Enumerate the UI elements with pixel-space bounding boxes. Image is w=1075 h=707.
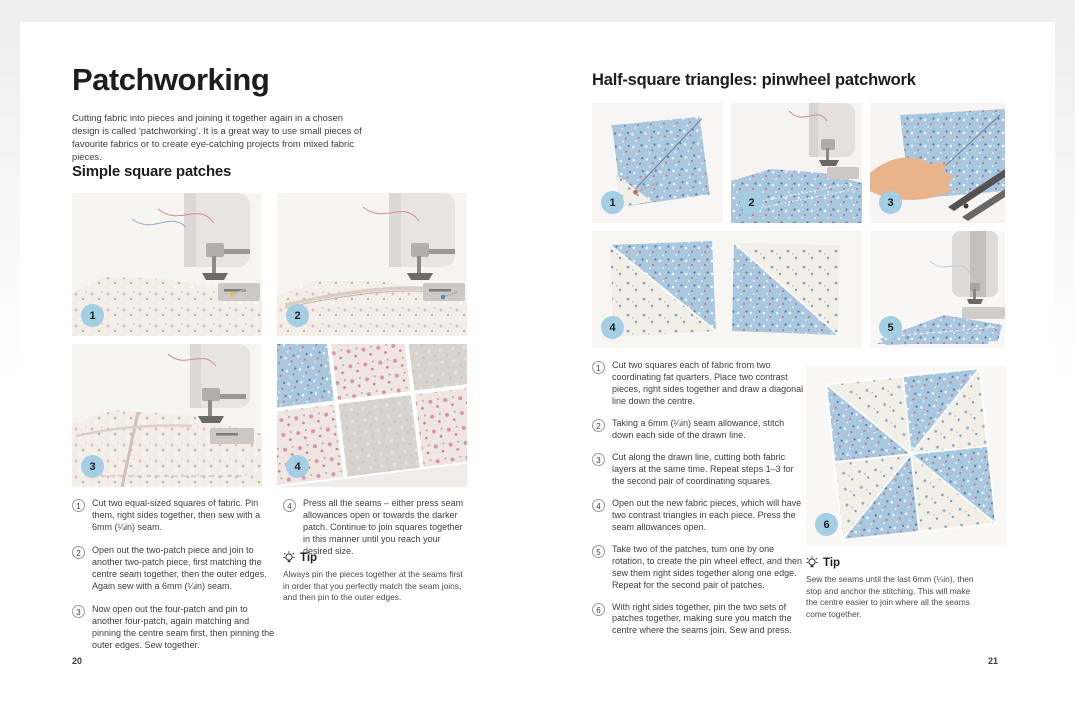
photo-step2 (731, 103, 862, 223)
steps-column-a (72, 498, 278, 652)
photo-step1 (72, 193, 262, 336)
tip-heading-label: Tip (823, 557, 841, 569)
lightbulb-icon (283, 551, 295, 565)
section-heading: Simple square patches (72, 163, 232, 180)
step-text: Cut two squares each of fabric from two coordinating fat quarters. Place two contrast pieces, right sides together and draw a diagonal line down the centre. (612, 360, 804, 406)
photo-badge-1: 1 (601, 191, 624, 214)
photo-step6 (806, 366, 1006, 545)
photo-badge-1: 1 (81, 304, 104, 327)
page-title: Patchworking (72, 62, 270, 97)
step-number: 2 (72, 546, 85, 559)
step-number: 4 (592, 499, 605, 512)
page-number-left: 20 (72, 656, 83, 666)
step-text: Take two of the patches, turn one by one rotation, to create the pin wheel effect, and then sew them right sides together along one edge. Repeat for the second pair of patches. (612, 543, 802, 590)
photo-badge-4: 4 (286, 455, 309, 478)
steps-column-b (283, 498, 469, 558)
half-square-triangles-illustration (592, 231, 862, 348)
step-text: Now open out the four-patch and pin to another four-patch, again matching and pinning the centre seam first, then pinning the outer edges. Sew together. (92, 603, 275, 650)
photo-badge-2: 2 (740, 191, 763, 214)
step-number: 3 (592, 453, 605, 466)
step-number: 5 (592, 545, 605, 558)
intro-paragraph: Cutting fabric into pieces and joining it together again in a chosen design is called ‘patchworking’. It is a great way to use small pieces of favourite fabrics or to create eye-catching projects from mixed fabric pieces. (72, 112, 362, 163)
tip-heading (283, 551, 469, 565)
photo-badge-3: 3 (879, 191, 902, 214)
step-text: Taking a 6mm (¼in) seam allowance, stitch down each side of the drawn line. (612, 417, 785, 440)
photo-badge-3: 3 (81, 455, 104, 478)
step-item-3 (72, 604, 278, 652)
steps-column (592, 360, 804, 637)
step-text: Cut along the drawn line, cutting both fabric layers at the same time. Repeat steps 1–3 for the second pair of coordinating squares. (612, 451, 794, 486)
photo-step3 (72, 344, 262, 487)
step-item-3 (592, 452, 804, 488)
step-item-1 (592, 360, 804, 408)
right-page (537, 0, 1075, 707)
step-number: 3 (72, 605, 85, 618)
step-number: 2 (592, 419, 605, 432)
photo-step5 (870, 231, 1005, 348)
page-number-right: 21 (988, 656, 999, 666)
photo-step3 (870, 103, 1005, 223)
step-text: Press all the seams – either press seam allowances open or towards the darker patch. Continue to join squares together in this manner until you reach your desired size. (303, 498, 464, 556)
step-number: 6 (592, 603, 605, 616)
step-number: 4 (283, 499, 296, 512)
step-item-4 (283, 498, 469, 558)
lightbulb-icon (806, 556, 818, 570)
step-text: Open out the two-patch piece and join to another two-patch piece, first matching the centre seam together, then the outer edges. Again sew with a 6mm (¼in) seam. (92, 544, 267, 591)
step-item-2 (72, 545, 278, 593)
photo-step4 (277, 344, 467, 487)
tip-heading (806, 556, 978, 570)
step-number: 1 (592, 361, 605, 374)
tip-box (806, 556, 978, 620)
step-item-2 (592, 418, 804, 442)
photo-step4 (592, 231, 862, 348)
tip-heading-label: Tip (300, 552, 318, 564)
photo-badge-5: 5 (879, 316, 902, 339)
tip-text: Sew the seams until the last 6mm (¼in), then stop and anchor the stitching. This will make the centre easier to join where all the seams come together. (806, 574, 974, 619)
photo-badge-6: 6 (815, 513, 838, 536)
step-item-4 (592, 498, 804, 534)
tip-text: Always pin the pieces together at the seams first in order that you perfectly match the seam joins, and then pin to the outer edges. (283, 569, 463, 603)
left-page (0, 0, 537, 707)
photo-badge-4: 4 (601, 316, 624, 339)
photo-badge-2: 2 (286, 304, 309, 327)
step-item-1 (72, 498, 278, 534)
step-text: With right sides together, pin the two sets of patches together, making sure you match the centre where the seams join. Sew and press. (612, 601, 792, 636)
step-text: Open out the new fabric pieces, which will have two contrast triangles in each piece. Press the seam allowances open. (612, 497, 802, 532)
step-text: Cut two equal-sized squares of fabric. Pin them, right sides together, then sew with a 6mm (¼in) seam. (92, 498, 261, 532)
step-item-5 (592, 544, 804, 592)
page-title: Half-square triangles: pinwheel patchwork (592, 71, 916, 89)
tip-box (283, 551, 469, 604)
photo-step1 (592, 103, 723, 223)
photo-step2 (277, 193, 467, 336)
step-number: 1 (72, 499, 85, 512)
step-item-6 (592, 602, 804, 638)
